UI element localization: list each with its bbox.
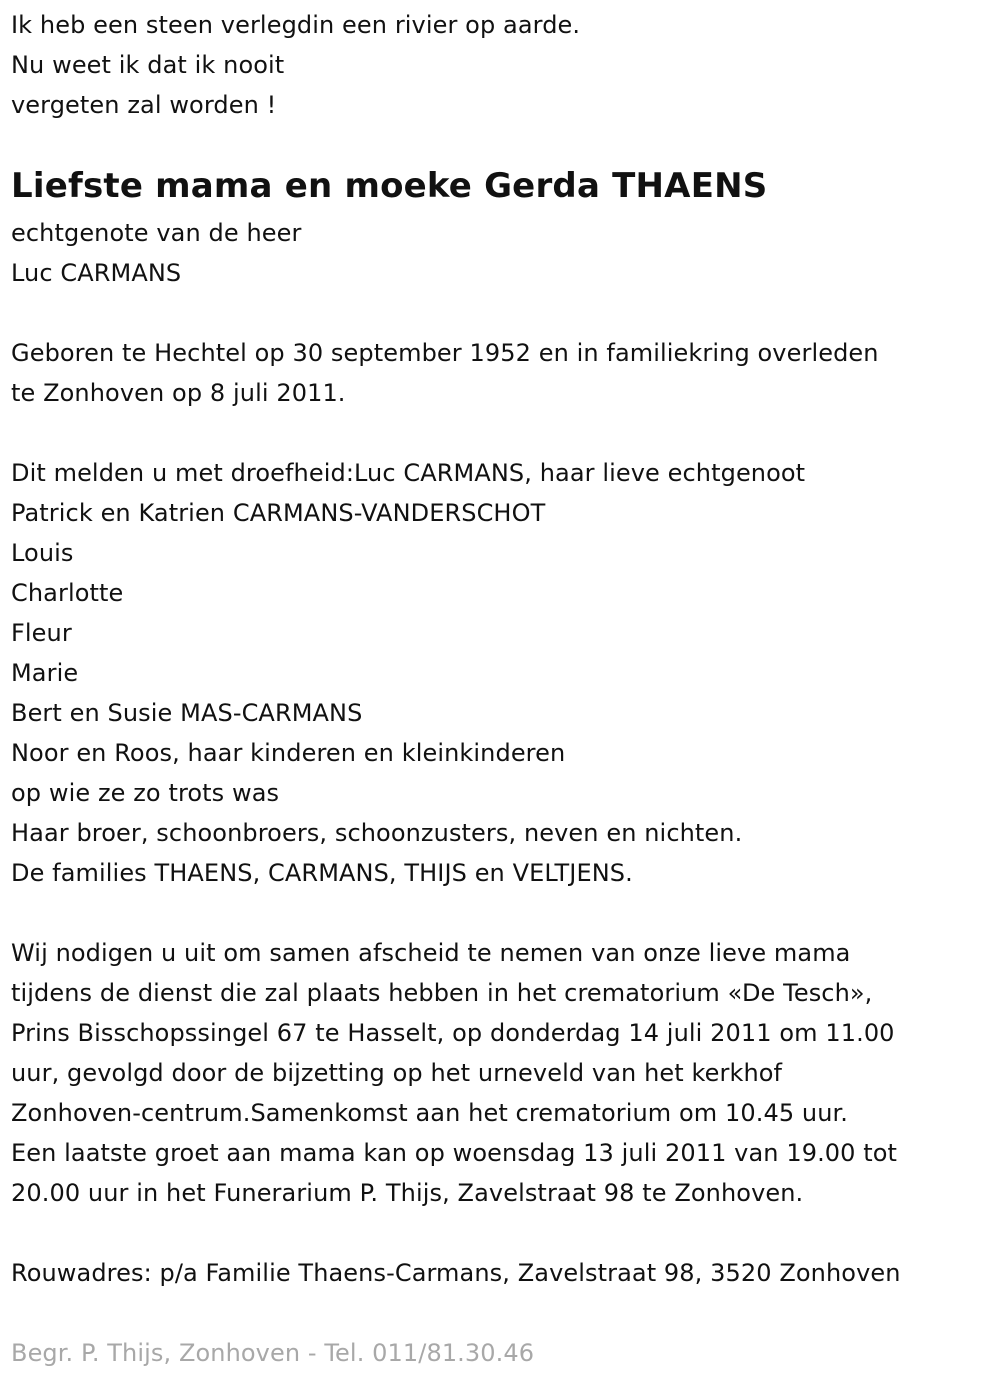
mourner-line: Fleur bbox=[11, 619, 72, 647]
service-line: Zonhoven-centrum.Samenkomst aan het crematorium om 10.45 uur. bbox=[11, 1099, 849, 1127]
mourner-line: Dit melden u met droefheid:Luc CARMANS, haar lieve echtgenoot bbox=[11, 459, 806, 487]
spouse-line: echtgenote van de heer bbox=[11, 219, 302, 247]
mourner-line: Patrick en Katrien CARMANS-VANDERSCHOT bbox=[11, 499, 546, 527]
mourner-line: op wie ze zo trots was bbox=[11, 779, 280, 807]
poem-line: Ik heb een steen verlegdin een rivier op aarde. bbox=[11, 11, 581, 39]
birth-death-block bbox=[11, 333, 879, 413]
poem-block bbox=[11, 5, 580, 125]
mourner-line: Haar broer, schoonbroers, schoonzusters, neven en nichten. bbox=[11, 819, 743, 847]
service-line: tijdens de dienst die zal plaats hebben in het crematorium «De Tesch», bbox=[11, 979, 873, 1007]
mourning-address: Rouwadres: p/a Familie Thaens-Carmans, Zavelstraat 98, 3520 Zonhoven bbox=[11, 1259, 901, 1287]
mourner-line: De families THAENS, CARMANS, THIJS en VELTJENS. bbox=[11, 859, 633, 887]
service-line: 20.00 uur in het Funerarium P. Thijs, Zavelstraat 98 te Zonhoven. bbox=[11, 1179, 804, 1207]
mourner-line: Noor en Roos, haar kinderen en kleinkinderen bbox=[11, 739, 566, 767]
poem-line: Nu weet ik dat ik nooit bbox=[11, 51, 285, 79]
service-line: uur, gevolgd door de bijzetting op het urneveld van het kerkhof bbox=[11, 1059, 783, 1087]
service-line: Prins Bisschopssingel 67 te Hasselt, op donderdag 14 juli 2011 om 11.00 bbox=[11, 1019, 895, 1047]
birth-death-line: te Zonhoven op 8 juli 2011. bbox=[11, 379, 346, 407]
undertaker-footer: Begr. P. Thijs, Zonhoven - Tel. 011/81.30.46 bbox=[11, 1339, 535, 1367]
mourner-line: Charlotte bbox=[11, 579, 124, 607]
poem-line: vergeten zal worden ! bbox=[11, 91, 277, 119]
mourners-block bbox=[11, 453, 805, 893]
spouse-line: Luc CARMANS bbox=[11, 259, 182, 287]
mourner-line: Bert en Susie MAS-CARMANS bbox=[11, 699, 363, 727]
mourner-line: Marie bbox=[11, 659, 79, 687]
spouse-block bbox=[11, 213, 301, 293]
notice-heading: Liefste mama en moeke Gerda THAENS bbox=[11, 166, 768, 206]
service-line: Een laatste groet aan mama kan op woensdag 13 juli 2011 van 19.00 tot bbox=[11, 1139, 898, 1167]
service-line: Wij nodigen u uit om samen afscheid te nemen van onze lieve mama bbox=[11, 939, 851, 967]
service-block bbox=[11, 933, 897, 1213]
mourner-line: Louis bbox=[11, 539, 74, 567]
birth-death-line: Geboren te Hechtel op 30 september 1952 en in familiekring overleden bbox=[11, 339, 879, 367]
